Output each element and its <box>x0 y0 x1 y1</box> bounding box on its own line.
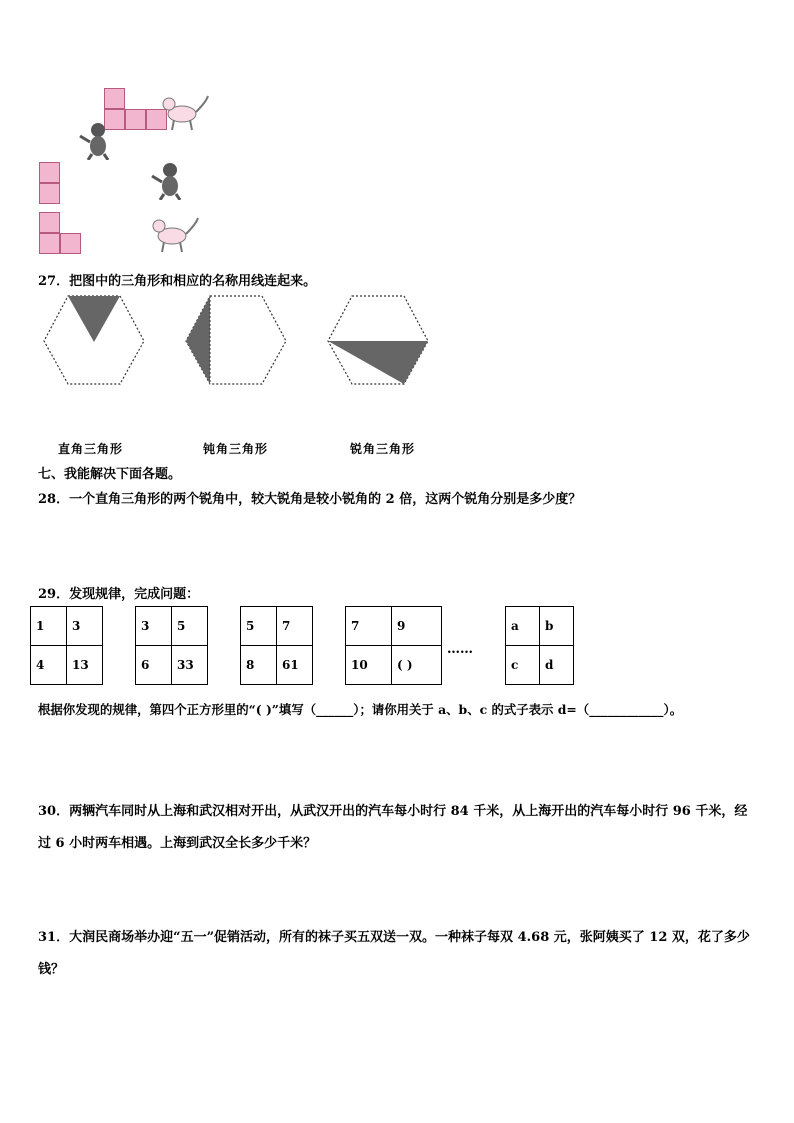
grid-cell: 5 <box>172 607 208 646</box>
shaded-triangle-1 <box>68 296 120 342</box>
grid-cell: 3 <box>67 607 103 646</box>
grid-cell: 9 <box>392 607 442 646</box>
hexagon-figures <box>40 294 450 388</box>
grid-cell: 13 <box>67 646 103 685</box>
pattern-grid-3 <box>240 606 313 685</box>
question-29-answer-prompt: 根据你发现的规律，第四个正方形里的“( )”填写（______）；请你用关于 a、b、c 的式子表示 d=（____________）。 <box>38 702 683 717</box>
grid-cell: 8 <box>241 646 277 685</box>
dog-icon <box>160 92 210 132</box>
shaded-triangle-2 <box>186 296 210 384</box>
question-27: 27．把图中的三角形和相应的名称用线连起来。 <box>38 274 317 289</box>
question-28: 28．一个直角三角形的两个锐角中，较大锐角是较小锐角的 2 倍，这两个锐角分别是多少度？ <box>38 492 582 507</box>
label-obtuse-triangle: 钝角三角形 <box>203 442 269 456</box>
question-31: 31．大润民商场举办迎“五一”促销活动，所有的袜子买五双送一双。一种袜子每双 4.68 元，张阿姨买了 12 双，花了多少钱？ <box>38 930 750 977</box>
section-7-heading: 七、我能解决下面各题。 <box>38 467 182 482</box>
grid-cell: d <box>540 646 574 685</box>
pattern-grid-letters <box>505 606 574 685</box>
grid-cell: 7 <box>346 607 392 646</box>
grid-cell: ( ) <box>392 646 442 685</box>
pattern-grid-4 <box>345 606 442 685</box>
label-right-triangle: 直角三角形 <box>58 442 124 456</box>
grid-cell: 1 <box>31 607 67 646</box>
grid-cell: 5 <box>241 607 277 646</box>
cube-top <box>104 88 125 109</box>
grid-cell: 61 <box>277 646 313 685</box>
cube-bottom-middle <box>125 109 146 130</box>
hexagon-3 <box>328 296 428 384</box>
grid-cell: b <box>540 607 574 646</box>
grid-cell: 10 <box>346 646 392 685</box>
grid-cell: a <box>506 607 540 646</box>
grid-cell: 4 <box>31 646 67 685</box>
pattern-grid-1 <box>30 606 103 685</box>
grid-cell: c <box>506 646 540 685</box>
ellipsis: …… <box>447 642 473 657</box>
monkey-icon <box>150 160 190 200</box>
label-acute-triangle: 锐角三角形 <box>350 442 416 456</box>
question-29: 29．发现规律，完成问题： <box>38 587 200 602</box>
question-30: 30．两辆汽车同时从上海和武汉相对开出，从武汉开出的汽车每小时行 84 千米，从上海开出的汽车每小时行 96 千米，经过 6 小时两车相遇。上海到武汉全长多少千米？ <box>38 804 748 851</box>
dog-icon <box>150 214 200 254</box>
pattern-grid-2 <box>135 606 208 685</box>
grid-cell: 33 <box>172 646 208 685</box>
grid-cell: 7 <box>277 607 313 646</box>
view-option-1 <box>39 162 61 205</box>
monkey-icon <box>78 120 118 160</box>
view-option-2 <box>39 212 83 255</box>
grid-cell: 3 <box>136 607 172 646</box>
cube-figure <box>78 82 218 162</box>
grid-cell: 6 <box>136 646 172 685</box>
shaded-triangle-3 <box>328 341 428 384</box>
